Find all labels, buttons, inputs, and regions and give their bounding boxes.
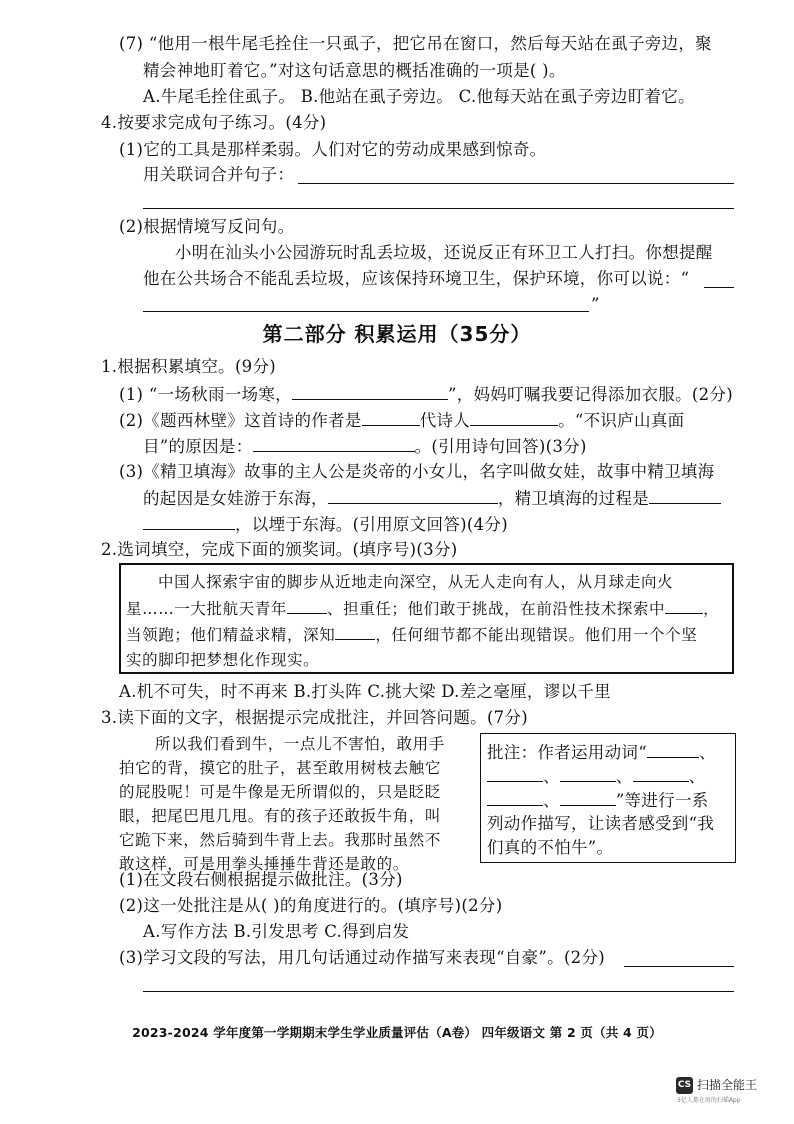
- p2-q3-2: (2)这一处批注是从( )的角度进行的。(填序号)(2分): [119, 896, 503, 915]
- award-line3: [126, 623, 697, 646]
- q1-3-blank-process-b[interactable]: [143, 513, 235, 530]
- q1-1-part-b: ”，妈妈叮嘱我要记得添加衣服。(2分): [447, 385, 733, 404]
- p2-q2-title: 2.选词填空，完成下面的颁奖词。(填序号)(3分): [101, 540, 458, 559]
- q1-3-blank-process-a[interactable]: [649, 487, 721, 504]
- q4-1-prompt: 用关联词合并句子：: [143, 165, 295, 184]
- annotation-blank-3[interactable]: [560, 765, 616, 782]
- p2-q3-title: 3.读下面的文字，根据提示完成批注，并回答问题。(7分): [101, 708, 529, 727]
- award-blank-2[interactable]: [665, 597, 703, 614]
- q1-2-blank-reason[interactable]: [253, 435, 415, 452]
- p2-q1-2: [119, 409, 684, 432]
- q1-3-blank-cause[interactable]: [328, 487, 498, 504]
- award-line2: [126, 597, 719, 620]
- q7-options: A.牛尾毛拴住虱子。 B.他站在虱子旁边。 C.他每天站在虱子旁边盯着它。: [143, 87, 695, 106]
- q4-1-answer-line-2[interactable]: [143, 208, 734, 209]
- annotation-line5: 们真的不怕牛”。: [487, 838, 614, 857]
- annotation-sep-4: 、: [688, 767, 706, 786]
- q1-2-part-c: 。“不识庐山真面: [558, 411, 685, 430]
- q3-3-answer-line-1[interactable]: [624, 966, 734, 967]
- annotation-blank-5[interactable]: [487, 789, 543, 806]
- passage-line-5: 它跪下来，然后骑到牛背上去。我那时虽然不: [119, 831, 442, 849]
- q4-2-close-quote: ”: [591, 295, 600, 314]
- passage-line-6: 敢这样，可是用拳头捶捶牛背还是敢的。: [119, 855, 409, 873]
- annotation-close: ”等进行一系: [615, 791, 709, 810]
- passage-line-4: 眼，把尾巴甩几甩。有的孩子还敢扳牛角，叫: [119, 807, 442, 825]
- q1-3-part-b: ，精卫填海的过程是: [497, 489, 650, 508]
- q4-2-line1: 小明在汕头小公园游玩时乱丢垃圾，还说反正有环卫工人打扫。你想提醒: [175, 243, 713, 262]
- annotation-line3: [487, 789, 709, 812]
- q4-title: 4.按要求完成句子练习。(4分): [101, 113, 327, 132]
- award-blank-1[interactable]: [287, 597, 327, 614]
- q4-2-title: (2)根据情境写反问句。: [119, 217, 295, 236]
- q1-2-part-b: 代诗人: [419, 411, 471, 430]
- annotation-sep-1: 、: [698, 743, 716, 762]
- annotation-blank-2[interactable]: [487, 765, 543, 782]
- q7-line1: (7) “他用一根牛尾毛拴住一只虱子，把它吊在窗口，然后每天站在虱子旁边，聚: [119, 34, 712, 53]
- p2-q3-3: (3)学习文段的写法，用几句话通过动作描写来表现“自豪”。(2分): [119, 948, 606, 967]
- passage-line-3: 的屁股呢！可是牛像是无所谓似的，只是眨眨: [119, 783, 442, 801]
- annotation-line2: [487, 765, 705, 788]
- camscanner-logo-icon: CS: [676, 1077, 693, 1094]
- p2-q3-2-options: A.写作方法 B.引发思考 C.得到启发: [143, 922, 410, 941]
- camscanner-name: 扫描全能王: [697, 1078, 758, 1092]
- passage-line-2: 拍它的背，摸它的肚子，甚至敢用树枝去触它: [119, 759, 442, 777]
- annotation-blank-1[interactable]: [647, 741, 699, 758]
- p2-q1-1: [119, 383, 733, 406]
- p2-q2-options: A.机不可失，时不再来 B.打头阵 C.挑大梁 D.差之毫厘，谬以千里: [119, 682, 611, 701]
- p2-q1-3-line3: [143, 513, 508, 536]
- passage-line-1: 所以我们看到牛，一点儿不害怕，敢用手: [155, 735, 445, 753]
- part2-title: 第二部分 积累运用（35分）: [262, 322, 532, 346]
- page-footer: 2023-2024 学年度第一学期期末学生学业质量评估（A卷） 四年级语文 第 2 页（共 4 页）: [132, 1025, 662, 1040]
- annotation-blank-6[interactable]: [560, 789, 616, 806]
- p2-q1-2-cont: [143, 435, 587, 458]
- q1-3-part-a: 的起因是女娃游于东海，: [143, 489, 328, 508]
- q3-3-answer-line-2[interactable]: [143, 991, 734, 992]
- q4-2-answer-line-2[interactable]: [143, 311, 589, 312]
- camscanner-tagline: 3亿人都在用的扫描App: [677, 1097, 741, 1104]
- annotation-line1: [487, 741, 716, 764]
- award-blank-3[interactable]: [335, 623, 375, 640]
- q1-1-blank[interactable]: [292, 383, 448, 400]
- q1-3-part-c: ，以堙于东海。(引用原文回答)(4分): [235, 515, 508, 534]
- camscanner-watermark: [676, 1075, 776, 1109]
- q1-2-part-a: (2)《题西林壁》这首诗的作者是: [119, 411, 362, 430]
- annotation-sep-2: 、: [543, 767, 560, 786]
- award-line2-b: 、担重任；他们敢于挑战，在前沿性技术探索中: [327, 600, 666, 618]
- award-line2-c: ，: [703, 600, 720, 618]
- q1-2-part-e: 。(引用诗句回答)(3分): [414, 437, 587, 456]
- p2-q1-3-line1: (3)《精卫填海》故事的主人公是炎帝的小女儿，名字叫做女娃，故事中精卫填海: [119, 462, 715, 481]
- award-line2-a: 星……一大批航天青年: [126, 600, 288, 618]
- q4-2-line2: 他在公共场合不能乱丢垃圾，应该保持环境卫生，保护环境，你可以说：“: [143, 269, 690, 288]
- annotation-line4: 列动作描写，让读者感受到“我: [487, 814, 715, 833]
- q4-1-text: (1)它的工具是那样柔弱。人们对它的劳动成果感到惊奇。: [119, 140, 547, 159]
- annotation-sep-5: 、: [543, 791, 560, 810]
- p2-q1-title: 1.根据积累填空。(9分): [101, 357, 277, 376]
- q4-2-answer-line-1[interactable]: [704, 287, 734, 288]
- q4-1-answer-line-1[interactable]: [298, 183, 734, 184]
- q1-1-part-a: (1) “一场秋雨一场寒，: [119, 385, 292, 404]
- award-line4: 实的脚印把梦想化作现实。: [126, 651, 320, 669]
- q1-2-part-d: 目”的原因是：: [143, 437, 253, 456]
- q1-2-blank-dynasty[interactable]: [362, 409, 420, 426]
- p2-q1-3-line2: [143, 487, 721, 510]
- award-line3-a: 当领跑；他们精益求精，深知: [126, 626, 336, 644]
- q7-line2: 精会神地盯着它。”对这句话意思的概括准确的一项是( )。: [143, 61, 566, 80]
- award-line3-b: ，任何细节都不能出现错误。他们用一个个坚: [375, 626, 698, 644]
- award-line1: 中国人探索宇宙的脚步从近地走向深空，从无人走向有人，从月球走向火: [158, 573, 674, 591]
- p2-q3-1: (1)在文段右侧根据提示做批注。(3分): [119, 870, 403, 889]
- annotation-sep-3: 、: [615, 767, 633, 786]
- annotation-blank-4[interactable]: [633, 765, 689, 782]
- annotation-label: 批注：作者运用动词“: [487, 743, 647, 762]
- q1-2-blank-poet[interactable]: [470, 409, 558, 426]
